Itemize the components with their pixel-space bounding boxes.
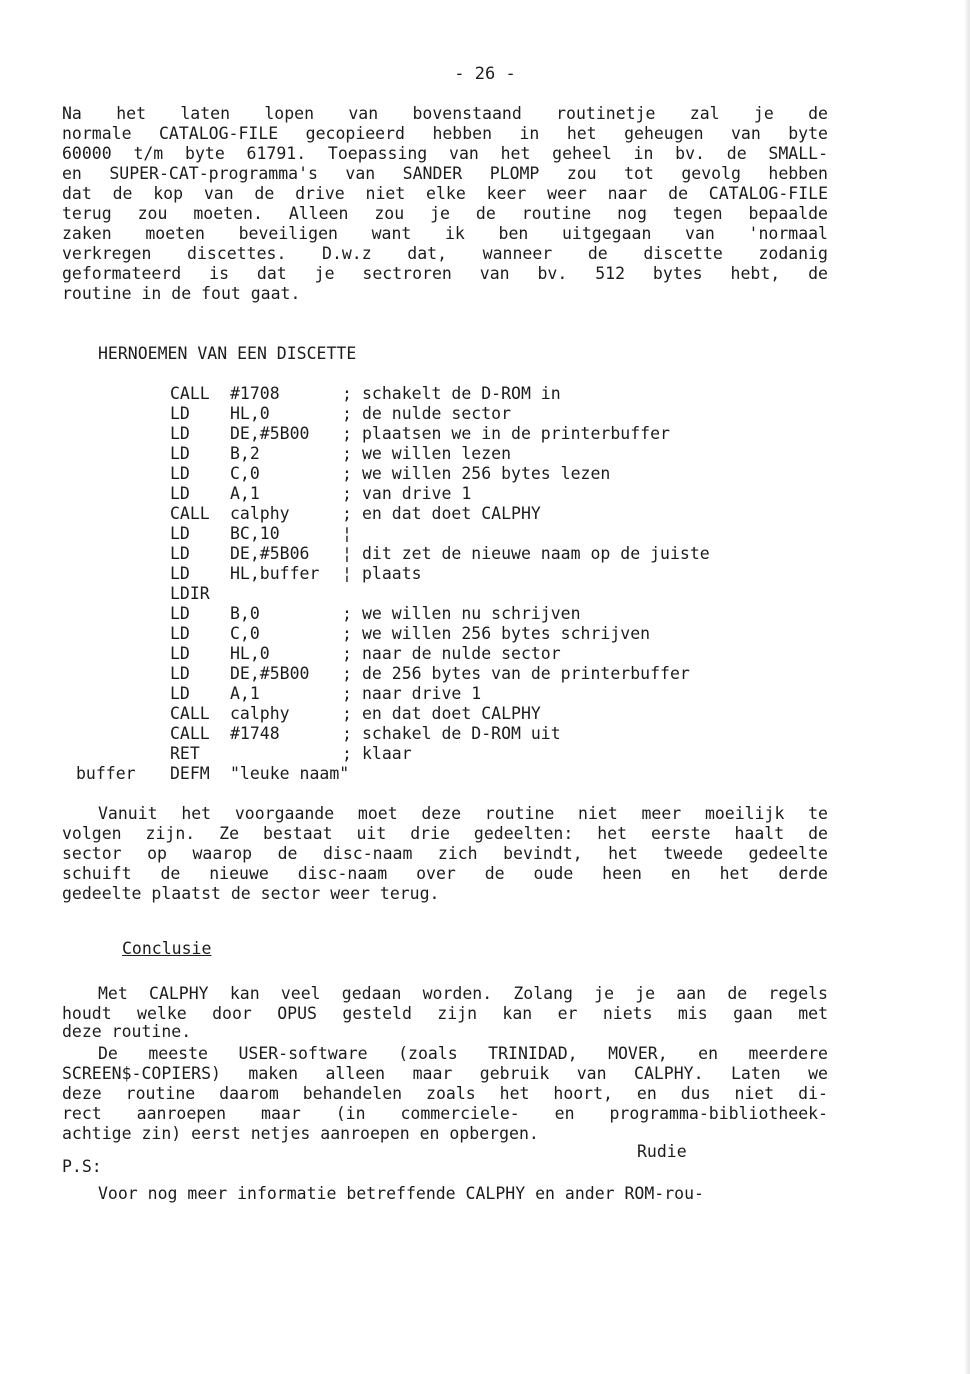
code-opcode: LD bbox=[170, 644, 190, 663]
code-operand: C,0 bbox=[230, 464, 260, 483]
code-opcode: LD bbox=[170, 404, 190, 423]
code-comment: we willen 256 bytes schrijven bbox=[362, 624, 651, 643]
code-operand: #1708 bbox=[230, 384, 280, 403]
code-opcode: CALL bbox=[170, 504, 210, 523]
explanation-line: gedeelte plaatst de sector weer terug. bbox=[62, 884, 440, 903]
explanation-line: volgen zijn. Ze bestaat uit drie gedeelten: het eerste haalt de bbox=[62, 824, 828, 843]
code-separator: ; bbox=[342, 384, 352, 403]
code-comment: naar drive 1 bbox=[362, 684, 482, 703]
ps-label: P.S: bbox=[62, 1157, 102, 1176]
code-operand: "leuke naam" bbox=[230, 764, 350, 783]
code-opcode: LD bbox=[170, 684, 190, 703]
code-operand: calphy bbox=[230, 704, 290, 723]
code-operand: B,2 bbox=[230, 444, 260, 463]
intro-line: terug zou moeten. Alleen zou je de routine nog tegen bepaalde bbox=[62, 204, 828, 223]
code-separator: ; bbox=[342, 704, 352, 723]
code-comment: van drive 1 bbox=[362, 484, 472, 503]
code-separator: ; bbox=[342, 604, 352, 623]
code-comment: klaar bbox=[362, 744, 412, 763]
code-operand: A,1 bbox=[230, 484, 260, 503]
intro-line: en SUPER-CAT-programma's van SANDER PLOMP zou tot gevolg hebben bbox=[62, 164, 828, 183]
intro-line: geformateerd is dat je sectroren van bv. 512 bytes hebt, de bbox=[62, 264, 828, 283]
code-opcode: CALL bbox=[170, 384, 210, 403]
code-operand: DE,#5B00 bbox=[230, 664, 310, 683]
code-comment: schakel de D-ROM uit bbox=[362, 724, 561, 743]
code-separator: ; bbox=[342, 644, 352, 663]
code-opcode: LD bbox=[170, 604, 190, 623]
code-opcode: LD bbox=[170, 424, 190, 443]
intro-line: verkregen discettes. D.w.z dat, wanneer de discette zodanig bbox=[62, 244, 828, 263]
code-separator: ; bbox=[342, 724, 352, 743]
code-separator: ¦ bbox=[342, 544, 352, 563]
conclusion-line: achtige zin) eerst netjes aanroepen en opbergen. bbox=[62, 1124, 539, 1143]
code-opcode: CALL bbox=[170, 724, 210, 743]
code-comment: de 256 bytes van de printerbuffer bbox=[362, 664, 690, 683]
code-separator: ; bbox=[342, 424, 352, 443]
page-number: - 26 - bbox=[454, 64, 516, 84]
code-separator: ; bbox=[342, 404, 352, 423]
code-comment: en dat doet CALPHY bbox=[362, 704, 541, 723]
code-comment: we willen nu schrijven bbox=[362, 604, 581, 623]
code-opcode: RET bbox=[170, 744, 200, 763]
intro-line: dat de kop van de drive niet elke keer weer naar de CATALOG-FILE bbox=[62, 184, 828, 203]
code-operand: DE,#5B00 bbox=[230, 424, 310, 443]
code-comment: naar de nulde sector bbox=[362, 644, 561, 663]
conclusion-line: deze routine. bbox=[62, 1022, 192, 1041]
code-separator: ; bbox=[342, 684, 352, 703]
conclusion-heading: Conclusie bbox=[122, 939, 212, 958]
page-edge bbox=[964, 0, 970, 1374]
code-opcode: LD bbox=[170, 464, 190, 483]
code-opcode: LDIR bbox=[170, 584, 210, 603]
intro-line: 60000 t/m byte 61791. Toepassing van het geheel in bv. de SMALL- bbox=[62, 144, 828, 163]
code-comment: plaats bbox=[362, 564, 422, 583]
code-operand: HL,0 bbox=[230, 644, 270, 663]
code-opcode: DEFM bbox=[170, 764, 210, 783]
intro-line: zaken moeten beveiligen want ik ben uitgegaan van 'normaal bbox=[62, 224, 828, 243]
conclusion-line: deze routine daarom behandelen zoals het hoort, en dus niet di- bbox=[62, 1084, 828, 1103]
code-separator: ; bbox=[342, 464, 352, 483]
explanation-line: sector op waarop de disc-naam zich bevindt, het tweede gedeelte bbox=[62, 844, 828, 863]
code-operand: HL,buffer bbox=[230, 564, 320, 583]
code-opcode: LD bbox=[170, 444, 190, 463]
code-opcode: LD bbox=[170, 564, 190, 583]
explanation-line: schuift de nieuwe disc-naam over de oude heen en het derde bbox=[62, 864, 828, 883]
code-operand: calphy bbox=[230, 504, 290, 523]
code-opcode: LD bbox=[170, 524, 190, 543]
code-separator: ; bbox=[342, 624, 352, 643]
code-comment: we willen lezen bbox=[362, 444, 512, 463]
conclusion-line: houdt welke door OPUS gesteld zijn kan er niets mis gaan met bbox=[62, 1004, 828, 1023]
code-operand: #1748 bbox=[230, 724, 280, 743]
code-comment: schakelt de D-ROM in bbox=[362, 384, 561, 403]
code-separator: ; bbox=[342, 664, 352, 683]
code-separator: ¦ bbox=[342, 564, 352, 583]
code-comment: en dat doet CALPHY bbox=[362, 504, 541, 523]
code-operand: DE,#5B06 bbox=[230, 544, 310, 563]
code-opcode: CALL bbox=[170, 704, 210, 723]
conclusion-line: Met CALPHY kan veel gedaan worden. Zolang je je aan de regels bbox=[98, 984, 828, 1003]
code-opcode: LD bbox=[170, 664, 190, 683]
code-separator: ; bbox=[342, 744, 352, 763]
code-opcode: LD bbox=[170, 624, 190, 643]
code-operand: B,0 bbox=[230, 604, 260, 623]
code-comment: we willen 256 bytes lezen bbox=[362, 464, 611, 483]
code-separator: ; bbox=[342, 484, 352, 503]
code-operand: C,0 bbox=[230, 624, 260, 643]
signature: Rudie bbox=[637, 1142, 687, 1161]
intro-line: Na het laten lopen van bovenstaand routinetje zal je de bbox=[62, 104, 828, 123]
code-comment: plaatsen we in de printerbuffer bbox=[362, 424, 670, 443]
section-heading: HERNOEMEN VAN EEN DISCETTE bbox=[98, 344, 357, 363]
conclusion-line: rect aanroepen maar (in commerciele- en programma-bibliotheek- bbox=[62, 1104, 828, 1123]
code-operand: BC,10 bbox=[230, 524, 280, 543]
code-comment: de nulde sector bbox=[362, 404, 512, 423]
conclusion-line: De meeste USER-software (zoals TRINIDAD, MOVER, en meerdere bbox=[98, 1044, 828, 1063]
code-separator: ; bbox=[342, 444, 352, 463]
explanation-line: Vanuit het voorgaande moet deze routine niet meer moeilijk te bbox=[98, 804, 828, 823]
code-label: buffer bbox=[76, 764, 136, 783]
code-operand: HL,0 bbox=[230, 404, 270, 423]
ps-text: Voor nog meer informatie betreffende CALPHY en ander ROM-rou- bbox=[98, 1184, 704, 1203]
code-comment: dit zet de nieuwe naam op de juiste bbox=[362, 544, 710, 563]
code-opcode: LD bbox=[170, 484, 190, 503]
code-separator: ¦ bbox=[342, 524, 352, 543]
intro-line: normale CATALOG-FILE gecopieerd hebben in het geheugen van byte bbox=[62, 124, 828, 143]
code-opcode: LD bbox=[170, 544, 190, 563]
code-operand: A,1 bbox=[230, 684, 260, 703]
conclusion-line: SCREEN$-COPIERS) maken alleen maar gebruik van CALPHY. Laten we bbox=[62, 1064, 828, 1083]
code-separator: ; bbox=[342, 504, 352, 523]
intro-line: routine in de fout gaat. bbox=[62, 284, 301, 303]
